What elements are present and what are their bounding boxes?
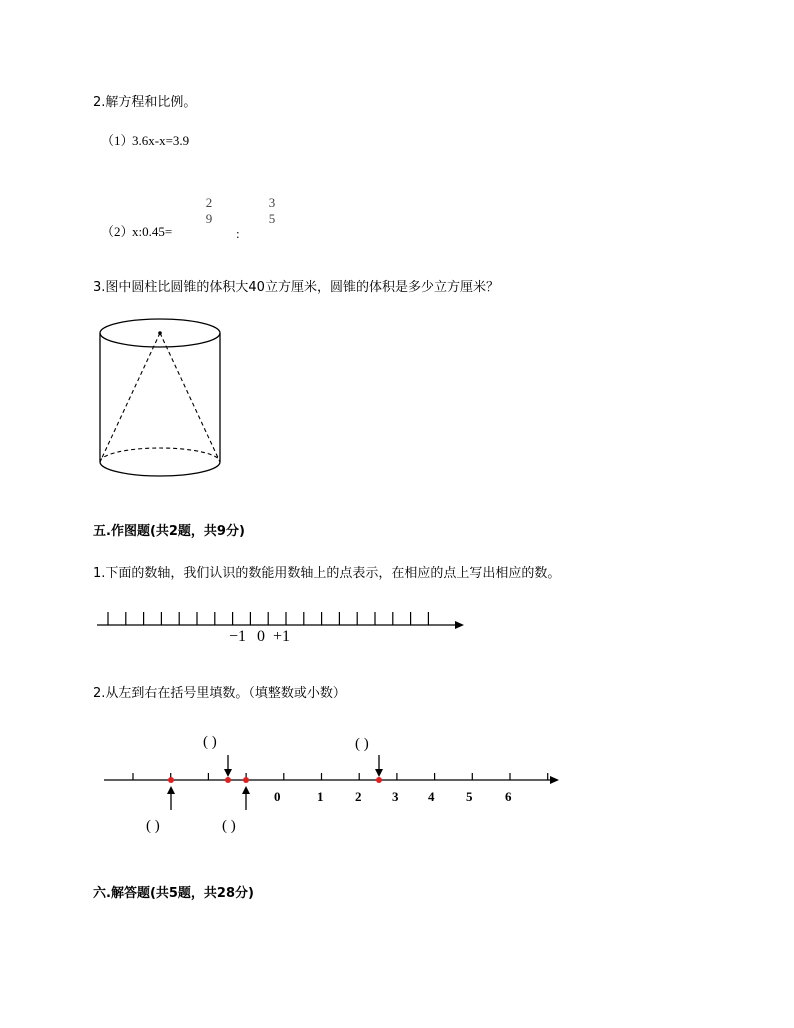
q2-item2-number: （2） — [101, 224, 134, 239]
up-arrow-1-head — [167, 786, 175, 794]
fraction-numerator: 3 — [268, 195, 276, 210]
answer-blank-top-1[interactable]: ( ) — [203, 734, 217, 750]
tick-label-0: 0 — [274, 789, 281, 804]
fraction-numerator: 2 — [205, 195, 213, 210]
axis-arrowhead — [550, 776, 559, 784]
answer-blank-bottom-2[interactable]: ( ) — [222, 818, 236, 834]
fraction-denominator: 5 — [268, 211, 276, 226]
tick-label-1: 1 — [317, 789, 324, 804]
point-d — [376, 777, 382, 783]
point-a — [168, 777, 174, 783]
ratio-colon: : — [236, 226, 240, 241]
tick-label-6: 6 — [505, 789, 512, 804]
down-arrow-2-head — [375, 769, 383, 777]
answer-blank-bottom-1[interactable]: ( ) — [146, 818, 160, 834]
point-c — [243, 777, 249, 783]
tick-label-4: 4 — [428, 789, 435, 804]
fraction-denominator: 9 — [205, 211, 213, 226]
q2-item2-equation: x:0.45= — [132, 224, 173, 239]
q2-item1-number: （1） — [101, 133, 134, 148]
point-b — [225, 777, 231, 783]
up-arrow-2-head — [242, 786, 250, 794]
s5-q2-title: 2.从左到右在括号里填数。（填整数或小数） — [93, 686, 346, 701]
tick-label-5: 5 — [466, 789, 473, 804]
label-zero: 0 — [257, 628, 265, 645]
label-plus-one: +1 — [273, 628, 291, 645]
s5-q1-title: 1.下面的数轴，我们认识的数能用数轴上的点表示，在相应的点上写出相应的数。 — [93, 566, 561, 581]
q3-title: 3.图中圆柱比圆锥的体积大40立方厘米，圆锥的体积是多少立方厘米？ — [93, 280, 499, 295]
section-5-title: 五.作图题(共2题，共9分) — [93, 524, 245, 539]
down-arrow-1-head — [224, 769, 232, 777]
section-6-title: 六.解答题(共5题，共28分) — [93, 886, 254, 901]
q2-item1-equation: 3.6x-x=3.9 — [132, 133, 190, 148]
tick-label-3: 3 — [392, 789, 399, 804]
answer-blank-top-2[interactable]: ( ) — [355, 736, 369, 752]
label-minus-one: −1 — [229, 628, 247, 645]
q2-title: 2.解方程和比例。 — [93, 95, 197, 110]
tick-label-2: 2 — [355, 789, 362, 804]
